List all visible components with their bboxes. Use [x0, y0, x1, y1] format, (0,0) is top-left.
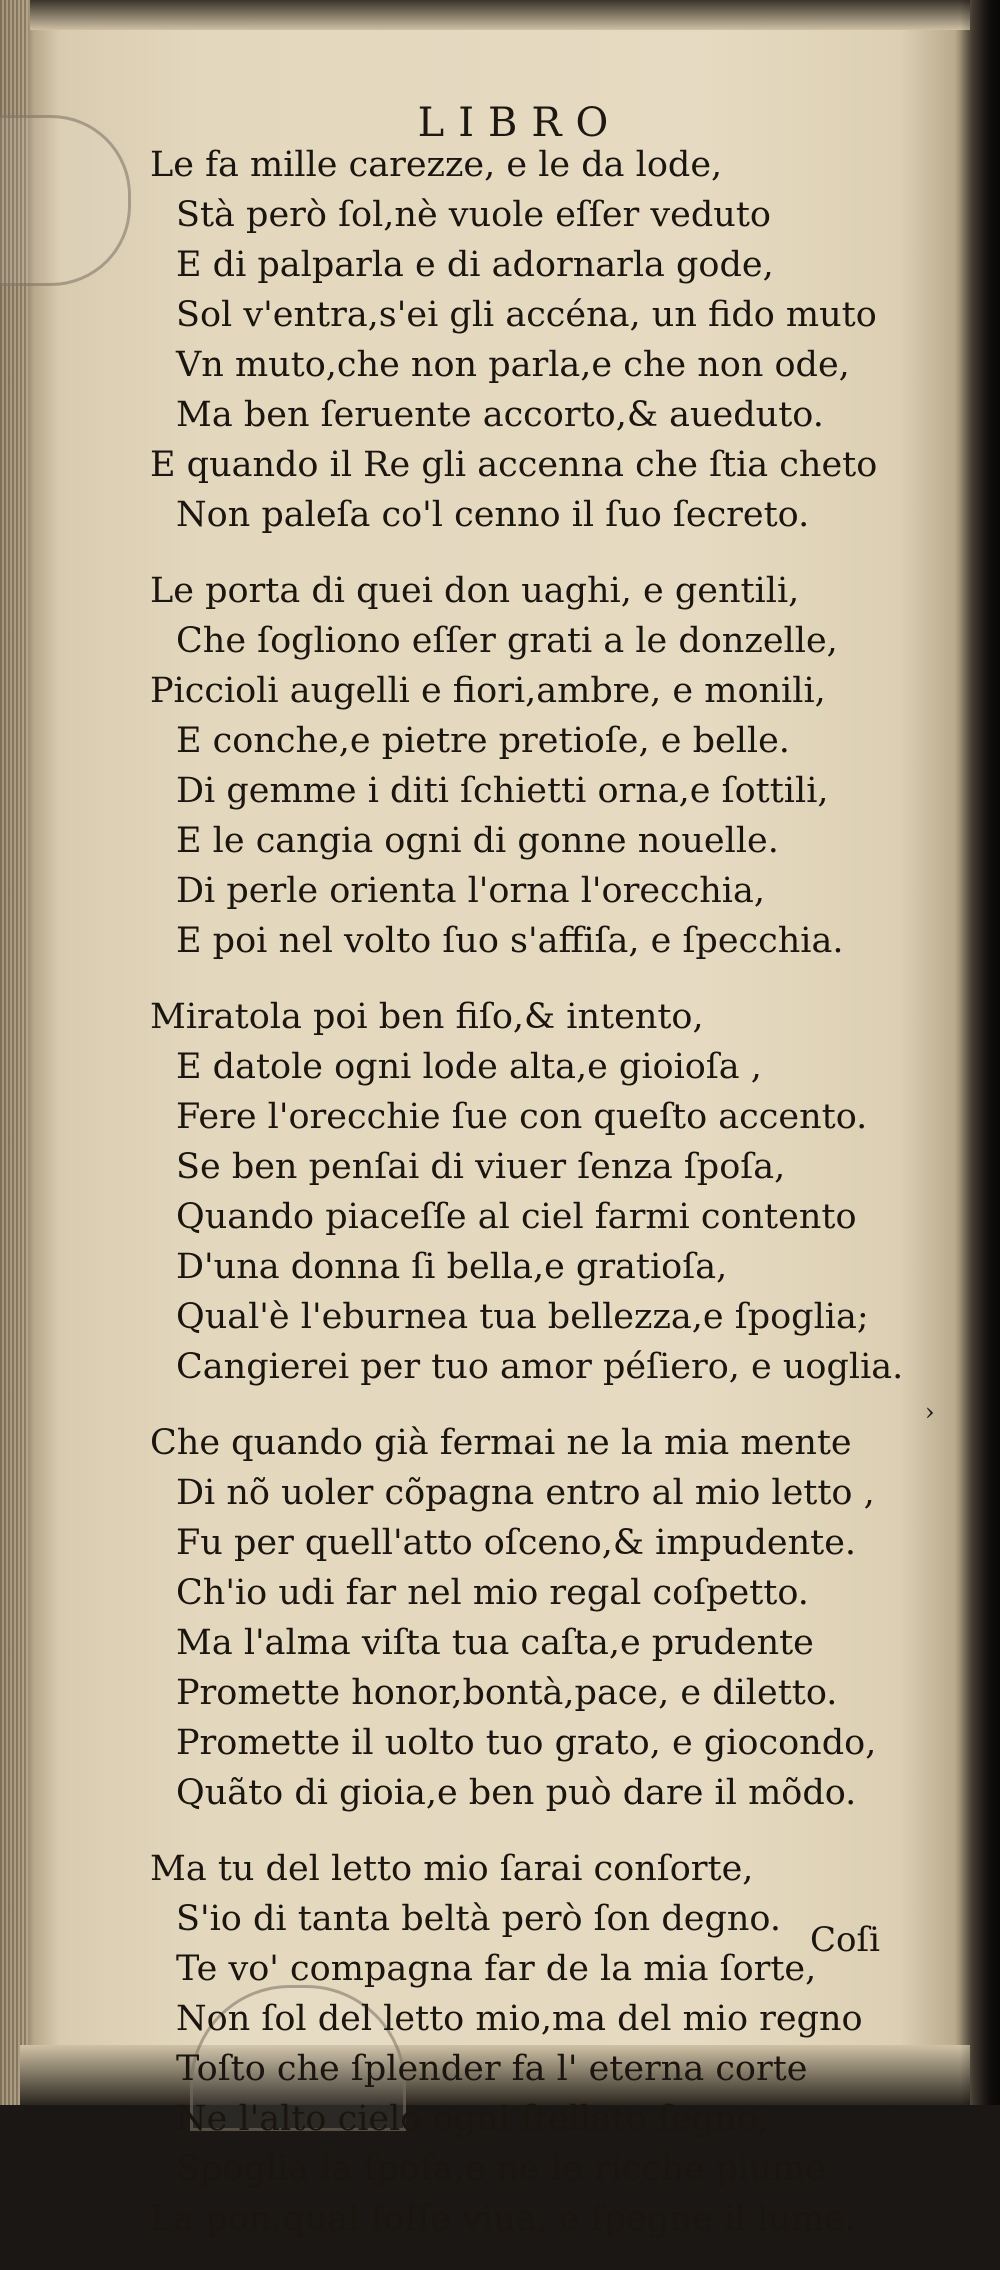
- verse-line: E di palparla e di adornarla gode,: [176, 245, 774, 285]
- stanza: [150, 992, 910, 1392]
- verse-line: Stà però ſol,nè vuole eſſer veduto: [176, 195, 771, 235]
- catchword: Coſi: [810, 1920, 880, 1960]
- verse-line: Promette il uolto tuo grato, e giocondo,: [176, 1723, 877, 1763]
- verse-line: Fere l'orecchie ſue con queſto accento.: [176, 1097, 868, 1137]
- verse-line: Ne l'alto cielo ogni ſtellato ſegno,: [176, 2099, 769, 2139]
- margin-mark: ›: [925, 1398, 935, 1426]
- verse-line: Qual'è l'eburnea tua bellezza,e ſpoglia;: [176, 1297, 869, 1337]
- verse-line: La pon,qual foſſe viua, e ſpegne il lume.: [150, 2199, 856, 2239]
- verse-line: Ma ben ſeruente accorto,& aueduto.: [176, 395, 824, 435]
- verse-line: Ch'io udi far nel mio regal coſpetto.: [176, 1573, 809, 1613]
- verse-line: Spoglia la ſpoſa,e ne le ricche piume: [176, 2149, 826, 2189]
- top-page-edge: [30, 0, 970, 30]
- verse-line: Quando piaceſſe al ciel farmi contento: [176, 1197, 857, 1237]
- verse-line: Che quando già fermai ne la mia mente: [150, 1423, 852, 1463]
- verse-line: Vn muto,che non parla,e che non ode,: [176, 345, 850, 385]
- verse-line: S'io di tanta beltà però ſon degno.: [176, 1899, 781, 1939]
- gutter-shadow: [960, 0, 1000, 2105]
- stanza: [150, 566, 910, 966]
- verse-line: Toſto che ſplender fa l' eterna corte: [176, 2049, 808, 2089]
- verse-line: E conche,e pietre pretioſe, e belle.: [176, 721, 790, 761]
- verse-line: Ma tu del letto mio ſarai conſorte,: [150, 1849, 754, 1889]
- verse-line: Di nõ uoler cõpagna entro al mio letto ,: [176, 1473, 875, 1513]
- stanza: [150, 140, 910, 540]
- page-stack-edge: [0, 0, 28, 2105]
- verse-line: E le cangia ogni di gonne nouelle.: [176, 821, 779, 861]
- verse-line: Quãto di gioia,e ben può dare il mõdo.: [176, 1773, 857, 1813]
- verse-line: E poi nel volto ſuo s'affiſa, e ſpecchia.: [176, 921, 844, 961]
- verse-line: Le fa mille carezze, e le da lode,: [150, 145, 723, 185]
- verse-line: Che ſogliono eſſer grati a le donzelle,: [176, 621, 838, 661]
- verse-line: Non paleſa co'l cenno il ſuo ſecreto.: [176, 495, 810, 535]
- verse-line: Te vo' compagna far de la mia ſorte,: [176, 1949, 817, 1989]
- stanza: [150, 1844, 910, 2244]
- verse-line: Cangierei per tuo amor péſiero, e uoglia.: [176, 1347, 904, 1387]
- verse-line: D'una donna ſi bella,e gratioſa,: [176, 1247, 728, 1287]
- verse-line: E quando il Re gli accenna che ſtia cheto: [150, 445, 878, 485]
- poem-text: [150, 140, 910, 2270]
- verse-line: Ma l'alma viſta tua caſta,e prudente: [176, 1623, 814, 1663]
- verse-line: Di gemme i diti ſchietti orna,e ſottili,: [176, 771, 829, 811]
- verse-line: Le porta di quei don uaghi, e gentili,: [150, 571, 800, 611]
- stanza: [150, 1418, 910, 1818]
- verse-line: Di perle orienta l'orna l'orecchia,: [176, 871, 765, 911]
- verse-line: Fu per quell'atto oſceno,& impudente.: [176, 1523, 857, 1563]
- verse-line: Miratola poi ben fiſo,& intento,: [150, 997, 704, 1037]
- verse-line: E datole ogni lode alta,e gioioſa ,: [176, 1047, 762, 1087]
- verse-line: Non ſol del letto mio,ma del mio regno: [176, 1999, 863, 2039]
- verse-line: Se ben penſai di viuer ſenza ſpoſa,: [176, 1147, 786, 1187]
- verse-line: Sol v'entra,s'ei gli accéna, un fido muto: [176, 295, 877, 335]
- verse-line: Piccioli augelli e fiori,ambre, e monili,: [150, 671, 826, 711]
- verse-line: Promette honor,bontà,pace, e diletto.: [176, 1673, 838, 1713]
- running-head: LIBRO: [417, 100, 623, 146]
